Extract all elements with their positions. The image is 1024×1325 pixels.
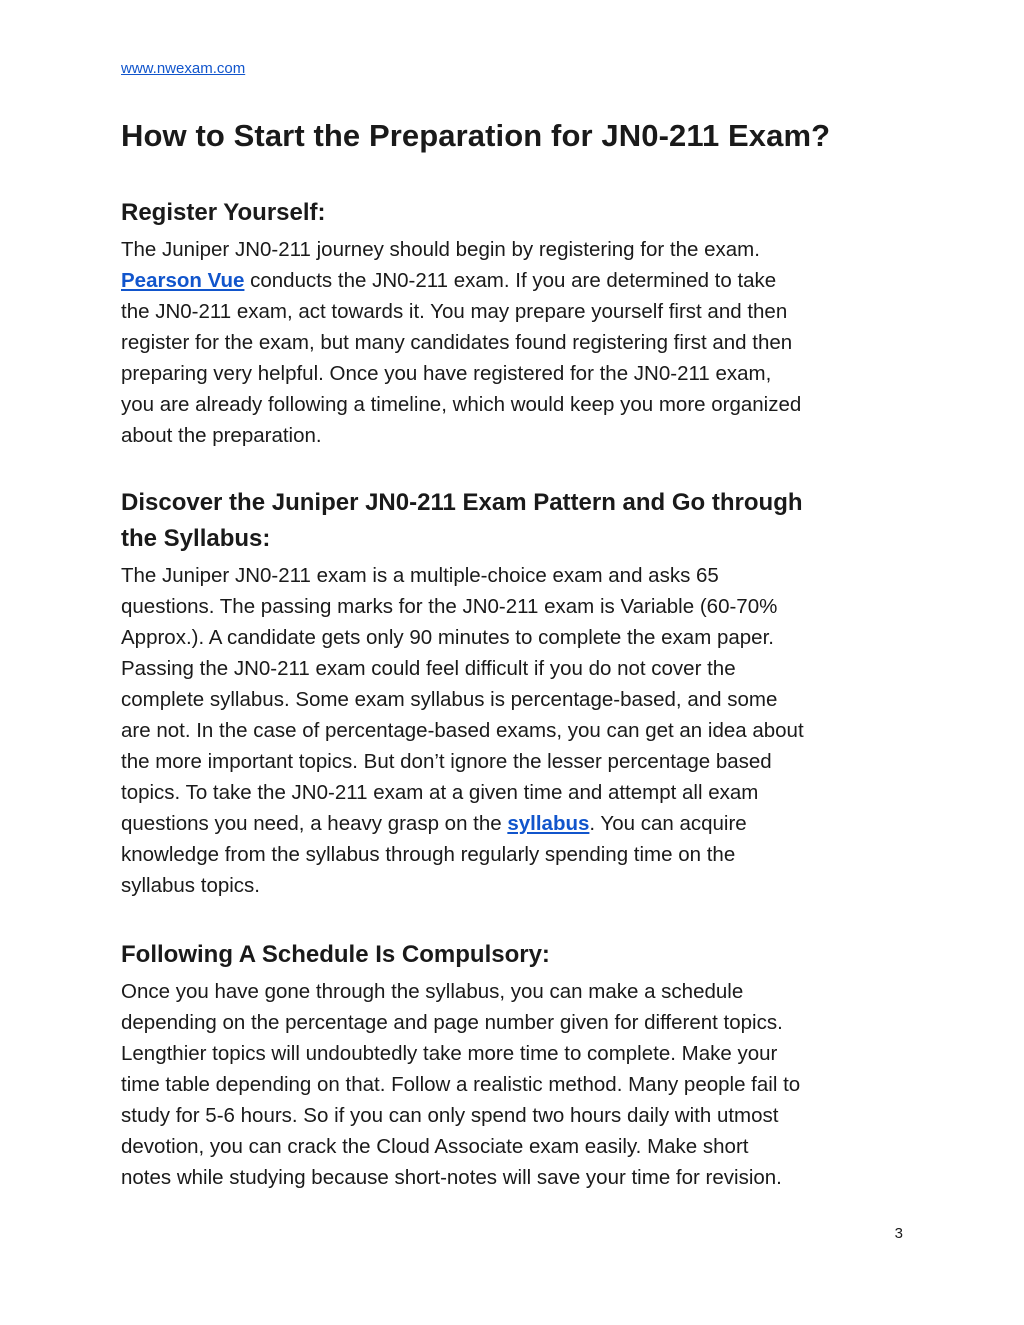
section-body bbox=[121, 976, 911, 1193]
heading-line: the Syllabus: bbox=[121, 525, 271, 552]
body-line: Lengthier topics will undoubtedly take more time to complete. Make your bbox=[121, 1042, 778, 1065]
heading-line: Discover the Juniper JN0-211 Exam Pattern and Go through bbox=[121, 489, 803, 516]
body-line: devotion, you can crack the Cloud Associate exam easily. Make short bbox=[121, 1135, 749, 1158]
body-line: questions. The passing marks for the JN0-211 exam is Variable (60-70% bbox=[121, 595, 778, 618]
body-line: syllabus topics. bbox=[121, 874, 261, 897]
body-line: Approx.). A candidate gets only 90 minutes to complete the exam paper. bbox=[121, 626, 774, 649]
body-line: depending on the percentage and page number given for different topics. bbox=[121, 1011, 783, 1034]
body-line: are not. In the case of percentage-based exams, you can get an idea about bbox=[121, 719, 804, 742]
section-body bbox=[121, 560, 911, 901]
body-line bbox=[121, 265, 911, 296]
body-text: conducts the JN0-211 exam. If you are determined to take bbox=[244, 269, 777, 292]
syllabus-link[interactable]: syllabus bbox=[507, 812, 590, 835]
body-line: Once you have gone through the syllabus, you can make a schedule bbox=[121, 980, 744, 1003]
section-body bbox=[121, 234, 911, 451]
body-line: topics. To take the JN0-211 exam at a given time and attempt all exam bbox=[121, 781, 759, 804]
body-line: the JN0-211 exam, act towards it. You may prepare yourself first and then bbox=[121, 300, 788, 323]
section-heading bbox=[121, 485, 911, 557]
body-line: you are already following a timeline, which would keep you more organized bbox=[121, 393, 802, 416]
body-line: complete syllabus. Some exam syllabus is percentage-based, and some bbox=[121, 688, 778, 711]
body-line: the more important topics. But don’t ignore the lesser percentage based bbox=[121, 750, 772, 773]
body-line: preparing very helpful. Once you have registered for the JN0-211 exam, bbox=[121, 362, 772, 385]
page-title: How to Start the Preparation for JN0-211 Exam? bbox=[121, 118, 831, 153]
section-schedule bbox=[121, 937, 911, 1193]
heading-line: Following A Schedule Is Compulsory: bbox=[121, 941, 550, 968]
body-line: knowledge from the syllabus through regularly spending time on the bbox=[121, 843, 736, 866]
page-number: 3 bbox=[894, 1225, 903, 1242]
section-heading bbox=[121, 195, 911, 231]
body-line: The Juniper JN0-211 journey should begin by registering for the exam. bbox=[121, 238, 760, 261]
body-line: The Juniper JN0-211 exam is a multiple-choice exam and asks 65 bbox=[121, 564, 719, 587]
pearson-vue-link[interactable]: Pearson Vue bbox=[121, 269, 245, 292]
section-heading bbox=[121, 937, 911, 973]
section-exam-pattern bbox=[121, 485, 911, 901]
body-line bbox=[121, 808, 911, 839]
body-line: register for the exam, but many candidates found registering first and then bbox=[121, 331, 793, 354]
body-line: notes while studying because short-notes will save your time for revision. bbox=[121, 1166, 782, 1189]
body-line: Passing the JN0-211 exam could feel difficult if you do not cover the bbox=[121, 657, 736, 680]
section-register-yourself bbox=[121, 195, 911, 451]
body-line: time table depending on that. Follow a realistic method. Many people fail to bbox=[121, 1073, 801, 1096]
body-line: study for 5-6 hours. So if you can only spend two hours daily with utmost bbox=[121, 1104, 779, 1127]
body-line: about the preparation. bbox=[121, 424, 322, 447]
heading-line: Register Yourself: bbox=[121, 199, 326, 226]
site-header-link[interactable]: www.nwexam.com bbox=[121, 60, 246, 77]
body-text: . You can acquire bbox=[589, 812, 747, 835]
body-text: questions you need, a heavy grasp on the bbox=[121, 812, 508, 835]
